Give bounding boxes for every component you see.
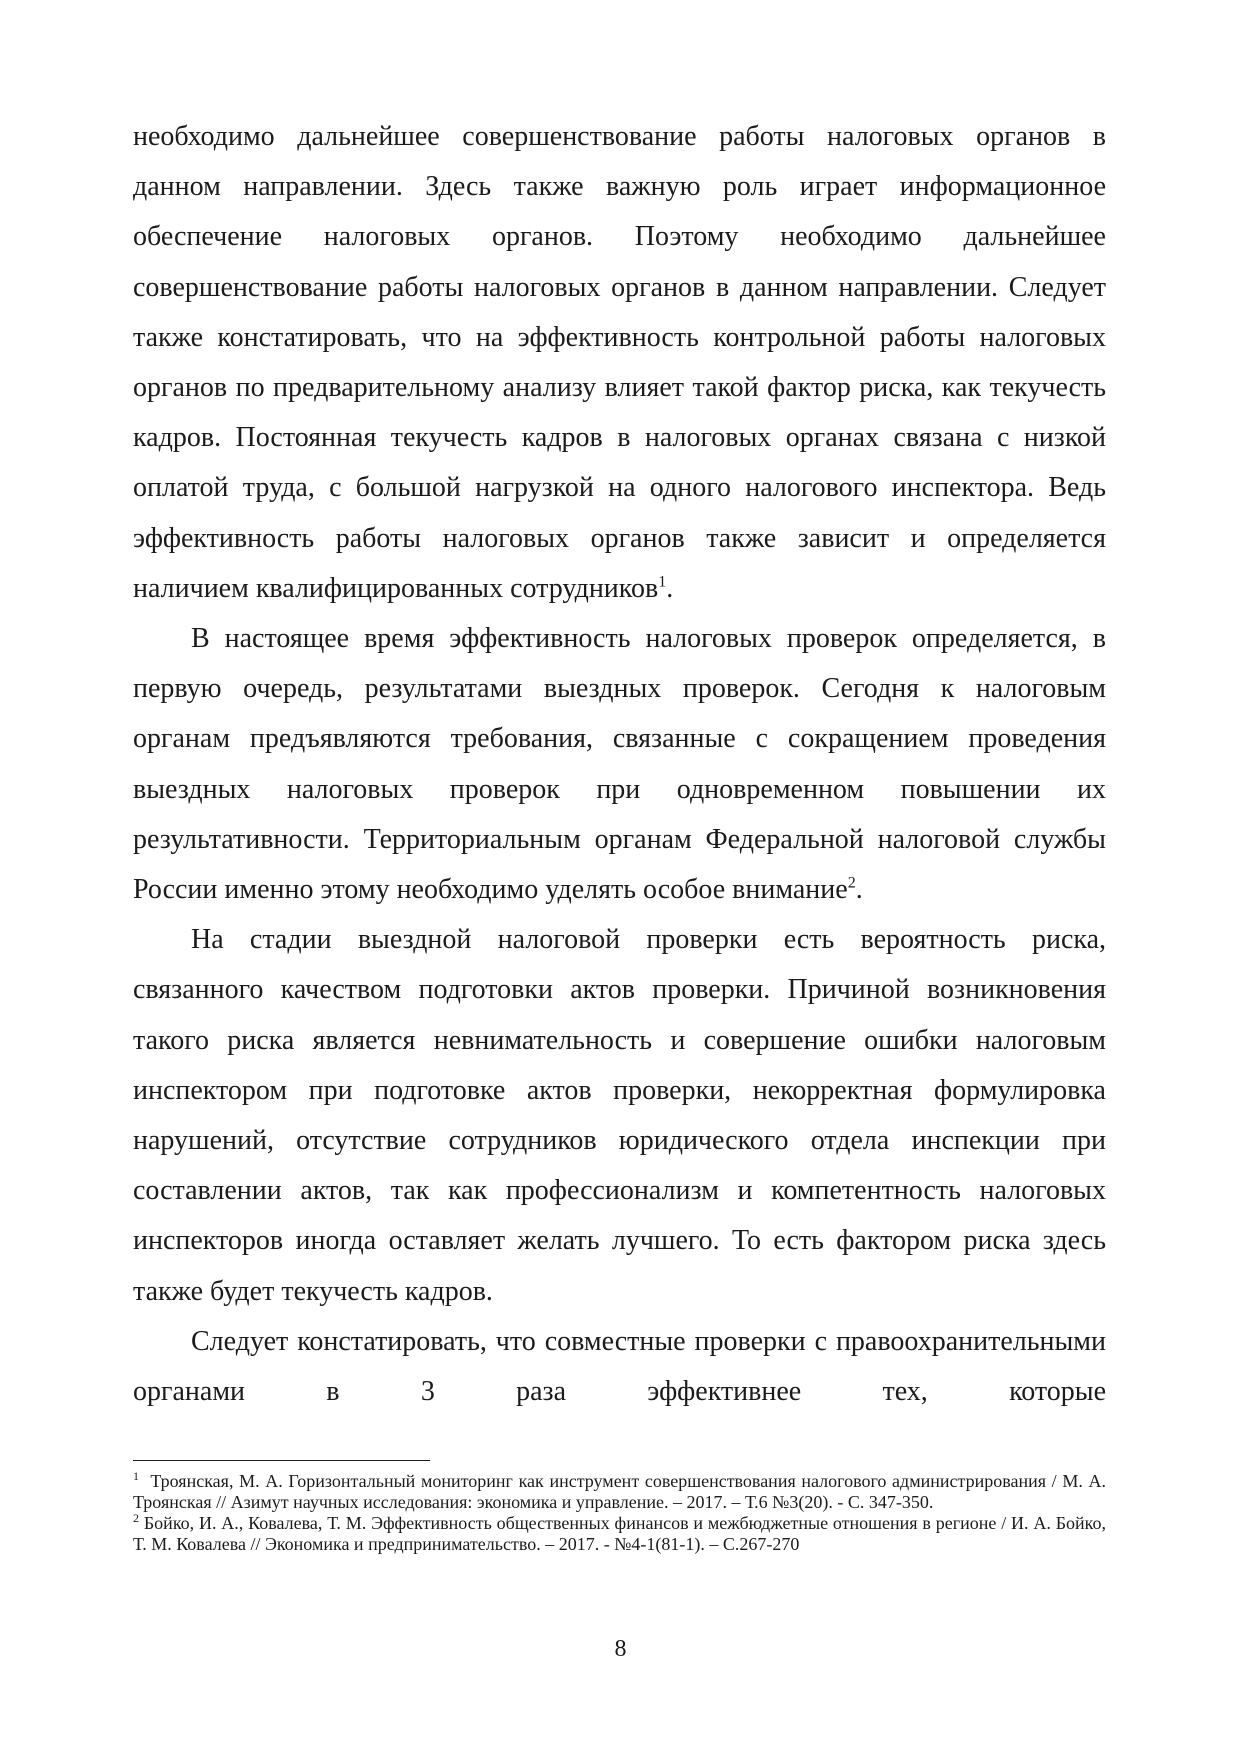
paragraph-1-tail: . bbox=[666, 572, 674, 604]
body-text bbox=[133, 112, 1106, 1417]
footnote-ref-1: 1 bbox=[658, 573, 667, 591]
footnote-ref-2: 2 bbox=[847, 874, 856, 892]
footnote-2-text: Бойко, И. А., Ковалева, Т. М. Эффективность общественных финансов и межбюджетные отношения в регионе / И. А. Бойко, Т. М. Ковалева // Экономика и предпринимательство. – 2017. - №4-1(81-1). – С.267-270 bbox=[133, 1513, 1106, 1554]
paragraph-3 bbox=[133, 915, 1106, 1317]
paragraph-3-text: На стадии выездной налоговой проверки есть вероятность риска, связанного качеством подготовки актов проверки. Причиной возникновения такого риска является невнимательность и совершение ошибки налоговым инспектором при подготовке актов проверки, некорректная формулировка нарушений, отсутствие сотрудников юридического отдела инспекции при составлении актов, так как профессионализм и компетентность налоговых инспекторов иногда оставляет желать лучшего. То есть фактором риска здесь также будет текучесть кадров. bbox=[133, 924, 1106, 1307]
footnote-2-mark: 2 bbox=[133, 1511, 139, 1525]
footnotes bbox=[133, 1471, 1106, 1555]
paragraph-2 bbox=[133, 614, 1106, 915]
footnote-1-text: Троянская, М. А. Горизонтальный мониторинг как инструмент совершенствования налогового администрирования / М. А. Троянская // Азимут научных исследования: экономика и управление. – 2017. – Т.6 №3(20). - С. 347-350. bbox=[133, 1471, 1106, 1512]
footnote-1 bbox=[133, 1471, 1106, 1513]
paragraph-1 bbox=[133, 112, 1106, 614]
paragraph-2-tail: . bbox=[855, 874, 863, 906]
paragraph-4 bbox=[133, 1317, 1106, 1417]
page-number: 8 bbox=[614, 1636, 627, 1662]
footnote-1-mark: 1 bbox=[133, 1469, 139, 1483]
paragraph-2-text: В настоящее время эффективность налоговых проверок определяется, в первую очередь, результатами выездных проверок. Сегодня к налоговым органам предъявляются требования, связанные с сокращением проведения выездных налоговых проверок при одновременном повышении их результативности. Территориальным органам Федеральной налоговой службы России именно этому необходимо уделять особое внимание bbox=[133, 623, 1106, 906]
paragraph-1-text: необходимо дальнейшее совершенствование работы налоговых органов в данном направлении. Здесь также важную роль играет информационное обеспечение налоговых органов. Поэтому необходимо дальнейшее совершенствование работы налоговых органов в данном направлении. Следует также констатировать, что на эффективность контрольной работы налоговых органов по предварительному анализу влияет такой фактор риска, как текучесть кадров. Постоянная текучесть кадров в налоговых органах связана с низкой оплатой труда, с большой нагрузкой на одного налогового инспектора. Ведь эффективность работы налоговых органов также зависит и определяется наличием квалифицированных сотрудников bbox=[133, 121, 1106, 604]
footnote-2 bbox=[133, 1513, 1106, 1555]
paragraph-4-text: Следует констатировать, что совместные проверки с правоохранительными органами в 3 раза эффективнее тех, которые bbox=[133, 1325, 1106, 1408]
footnote-separator bbox=[133, 1460, 430, 1461]
